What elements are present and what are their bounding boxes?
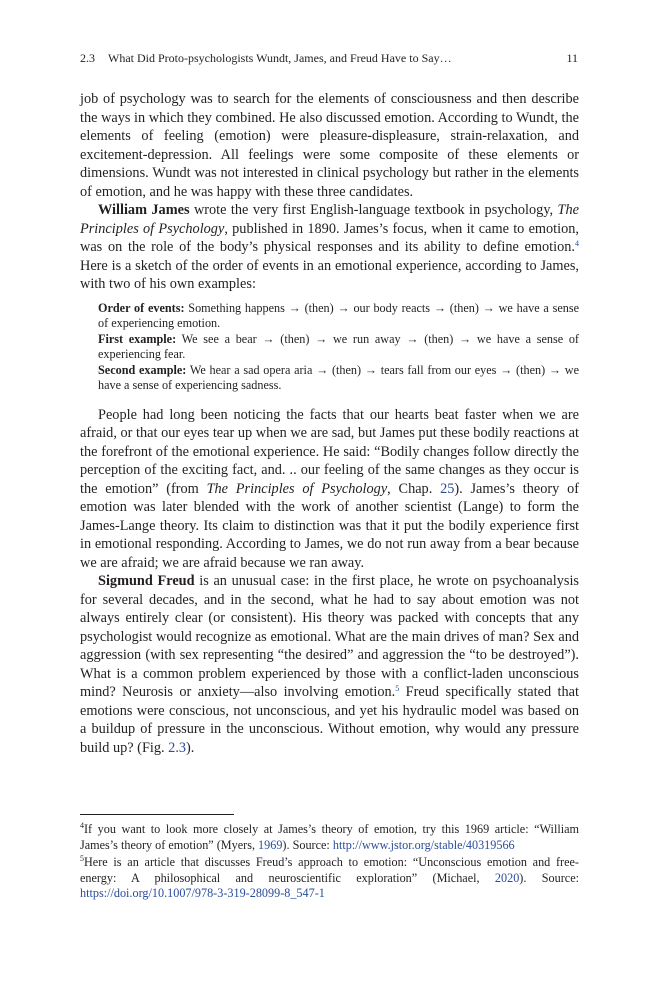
figure-link[interactable]: 2.3: [168, 739, 187, 756]
paragraph-bodily-reactions: People had long been noticing the facts that our hearts beat faster when we are afraid, or that our eyes tear up when we are sad, but James put these bodily reactions at the forefront of the emotional experience. He said: “Bodily changes follow directly the perception of the exciting fact, and. .. our feeling of the same changes as they occur is the emotion” (from The Principles of Psychology, Chap. 25). James’s theory of emotion was later blended with the work of another scientist (Lange) to form the James-Lange theory. Its claim to distinction was that it put the bodily experience first in emotional responding. According to James, we do not run away from a bear because we are afraid; we are afraid because we ran away.: [80, 406, 579, 571]
page-number: 11: [566, 51, 578, 65]
footnote-ref-4[interactable]: 4: [575, 239, 579, 248]
sequence-item: First example: We see a bear → (then) → we run away → (then) → we have a sense of experiencing fear.: [98, 331, 579, 361]
sequence-list: [98, 301, 579, 394]
chapter-link[interactable]: 25: [440, 480, 455, 497]
source-url-link[interactable]: https://doi.org/10.1007/978-3-319-28099-8_547-1: [80, 886, 325, 900]
body-text: [80, 90, 579, 757]
name-william-james: William James: [98, 202, 190, 218]
sequence-item: Second example: We hear a sad opera aria → (then) → tears fall from our eyes → (then) → we have a sense of experiencing sadness.: [98, 362, 579, 392]
citation-link[interactable]: 2020: [494, 870, 520, 885]
source-url-link[interactable]: http://www.jstor.org/stable/40319566: [332, 837, 515, 852]
footnote-5: $^5$Here is an article that discusses Freud’s approach to emotion: “Unconscious emotion and free-energy: A philosophical and neuroscientific exploration” (Michael, 2020). Source: https://doi.org/10.1007/978-3-319-28099-8_547-1: [80, 854, 579, 900]
paragraph-wundt: job of psychology was to search for the elements of consciousness and then describe the ways in which they combined. He also discussed emotion. According to Wundt, the elements of feeling (emotion) were pleasure-displeasure, strain-relaxation, and excitement-depression. All feelings were some composite of these elements or dimensions. Wundt was not interested in clinical psychology but rather in the elements of emotion, and he was happy with these three candidates.: [80, 91, 579, 200]
running-title: What Did Proto-psychologists Wundt, James, and Freud Have to Say…: [108, 51, 452, 65]
footnote-divider: [80, 814, 234, 815]
footnote-4: $^4$If you want to look more closely at James’s theory of emotion, try this 1969 article: “William James’s theory of emotion” (Myers, 1969). Source: http://www.jstor.org/stable/40319566: [80, 821, 579, 852]
name-sigmund-freud: Sigmund Freud: [98, 573, 195, 589]
paragraph-freud: Sigmund Freud is an unusual case: in the first place, he wrote on psychoanalysis for several decades, and in the second, what he had to say about emotion was not always entirely clear (or consistent). His theory was packed with concepts that any psychologist would recognize as emotional. What are the main drives of man? Sex and aggression (with sex representing “the desired” and aggression the “to be destroyed”). What is a common problem experienced by those with a conflict-laden unconscious mind? Neurosis or anxiety—also involving emotion.$^5$ Freud specifically stated that emotions were conscious, not unconscious, and yet his hydraulic model was based on a buildup of pressure in the unconscious. Without emotion, why would any pressure build up? (Fig. 2.3).: [80, 573, 579, 756]
book-title: The Principles of Psychology: [80, 202, 579, 237]
footnote-ref-5[interactable]: 5: [395, 684, 400, 693]
book-title: The Principles of Psychology: [206, 480, 388, 497]
citation-link[interactable]: 1969: [258, 837, 283, 852]
sequence-item: Order of events: Something happens → (then) → our body reacts → (then) → we have a sense of experiencing emotion.: [98, 300, 579, 330]
paragraph-james: William James wrote the very first English-language textbook in psychology, The Principles of Psychology, published in 1890. James’s focus, when it came to emotion, was on the role of the body’s physical responses and its ability to define emotion.$^4$ Here is a sketch of the order of events in an emotional experience, according to James, with two of his own examples:: [80, 202, 579, 292]
section-number: 2.3: [80, 51, 95, 65]
